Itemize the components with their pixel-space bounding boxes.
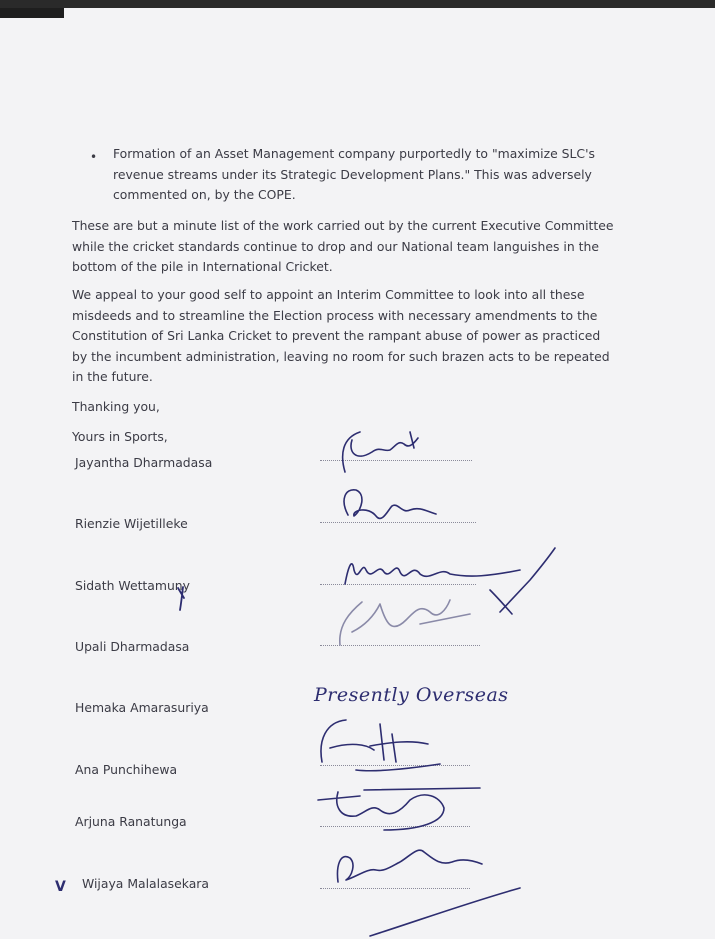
closing-line: Thanking you, — [72, 399, 160, 414]
paragraph-work-list: These are but a minute list of the work carried out by the current Executive Committee while the cricket standards continue to drop and our National team languishes in the bottom of the pile in International Cricket. — [72, 218, 614, 274]
presently-overseas-note: Presently Overseas — [314, 684, 509, 706]
letter-page — [0, 8, 715, 939]
signature-line — [320, 826, 470, 827]
signatory-name: Wijaya Malalasekara — [82, 876, 209, 891]
signatory-name: Rienzie Wijetilleke — [75, 516, 188, 531]
signatory-name: Jayantha Dharmadasa — [75, 455, 213, 470]
scan-edge — [0, 8, 64, 18]
signature-line — [320, 522, 476, 523]
handwritten-v-mark: V — [55, 879, 66, 895]
sign-off-line: Yours in Sports, — [72, 429, 168, 444]
signature-line — [320, 460, 472, 461]
signatory-name: Upali Dharmadasa — [75, 639, 190, 654]
bullet-point: • — [90, 150, 98, 164]
signature-line — [320, 584, 476, 585]
signatory-name: Hemaka Amarasuriya — [75, 700, 209, 715]
signature-line — [320, 645, 480, 646]
signature-line — [320, 888, 470, 889]
paragraph-appeal: We appeal to your good self to appoint an Interim Committee to look into all these misdeeds and to streamline the Election process with necessary amendments to the Constitution of Sri Lanka Cricket to prevent the rampant abuse of power as practiced by the incumbent administration, leaving no room for such brazen acts to be repeated in the future. — [72, 287, 610, 384]
signatory-name: Sidath Wettamuny — [75, 578, 190, 593]
signature-line — [320, 765, 470, 766]
signatory-name: Ana Punchihewa — [75, 762, 178, 777]
signatory-name: Arjuna Ranatunga — [75, 814, 187, 829]
bullet-paragraph: Formation of an Asset Management company purportedly to "maximize SLC's revenue streams under its Strategic Development Plans." This was adversely commented on, by the COPE. — [113, 146, 595, 202]
